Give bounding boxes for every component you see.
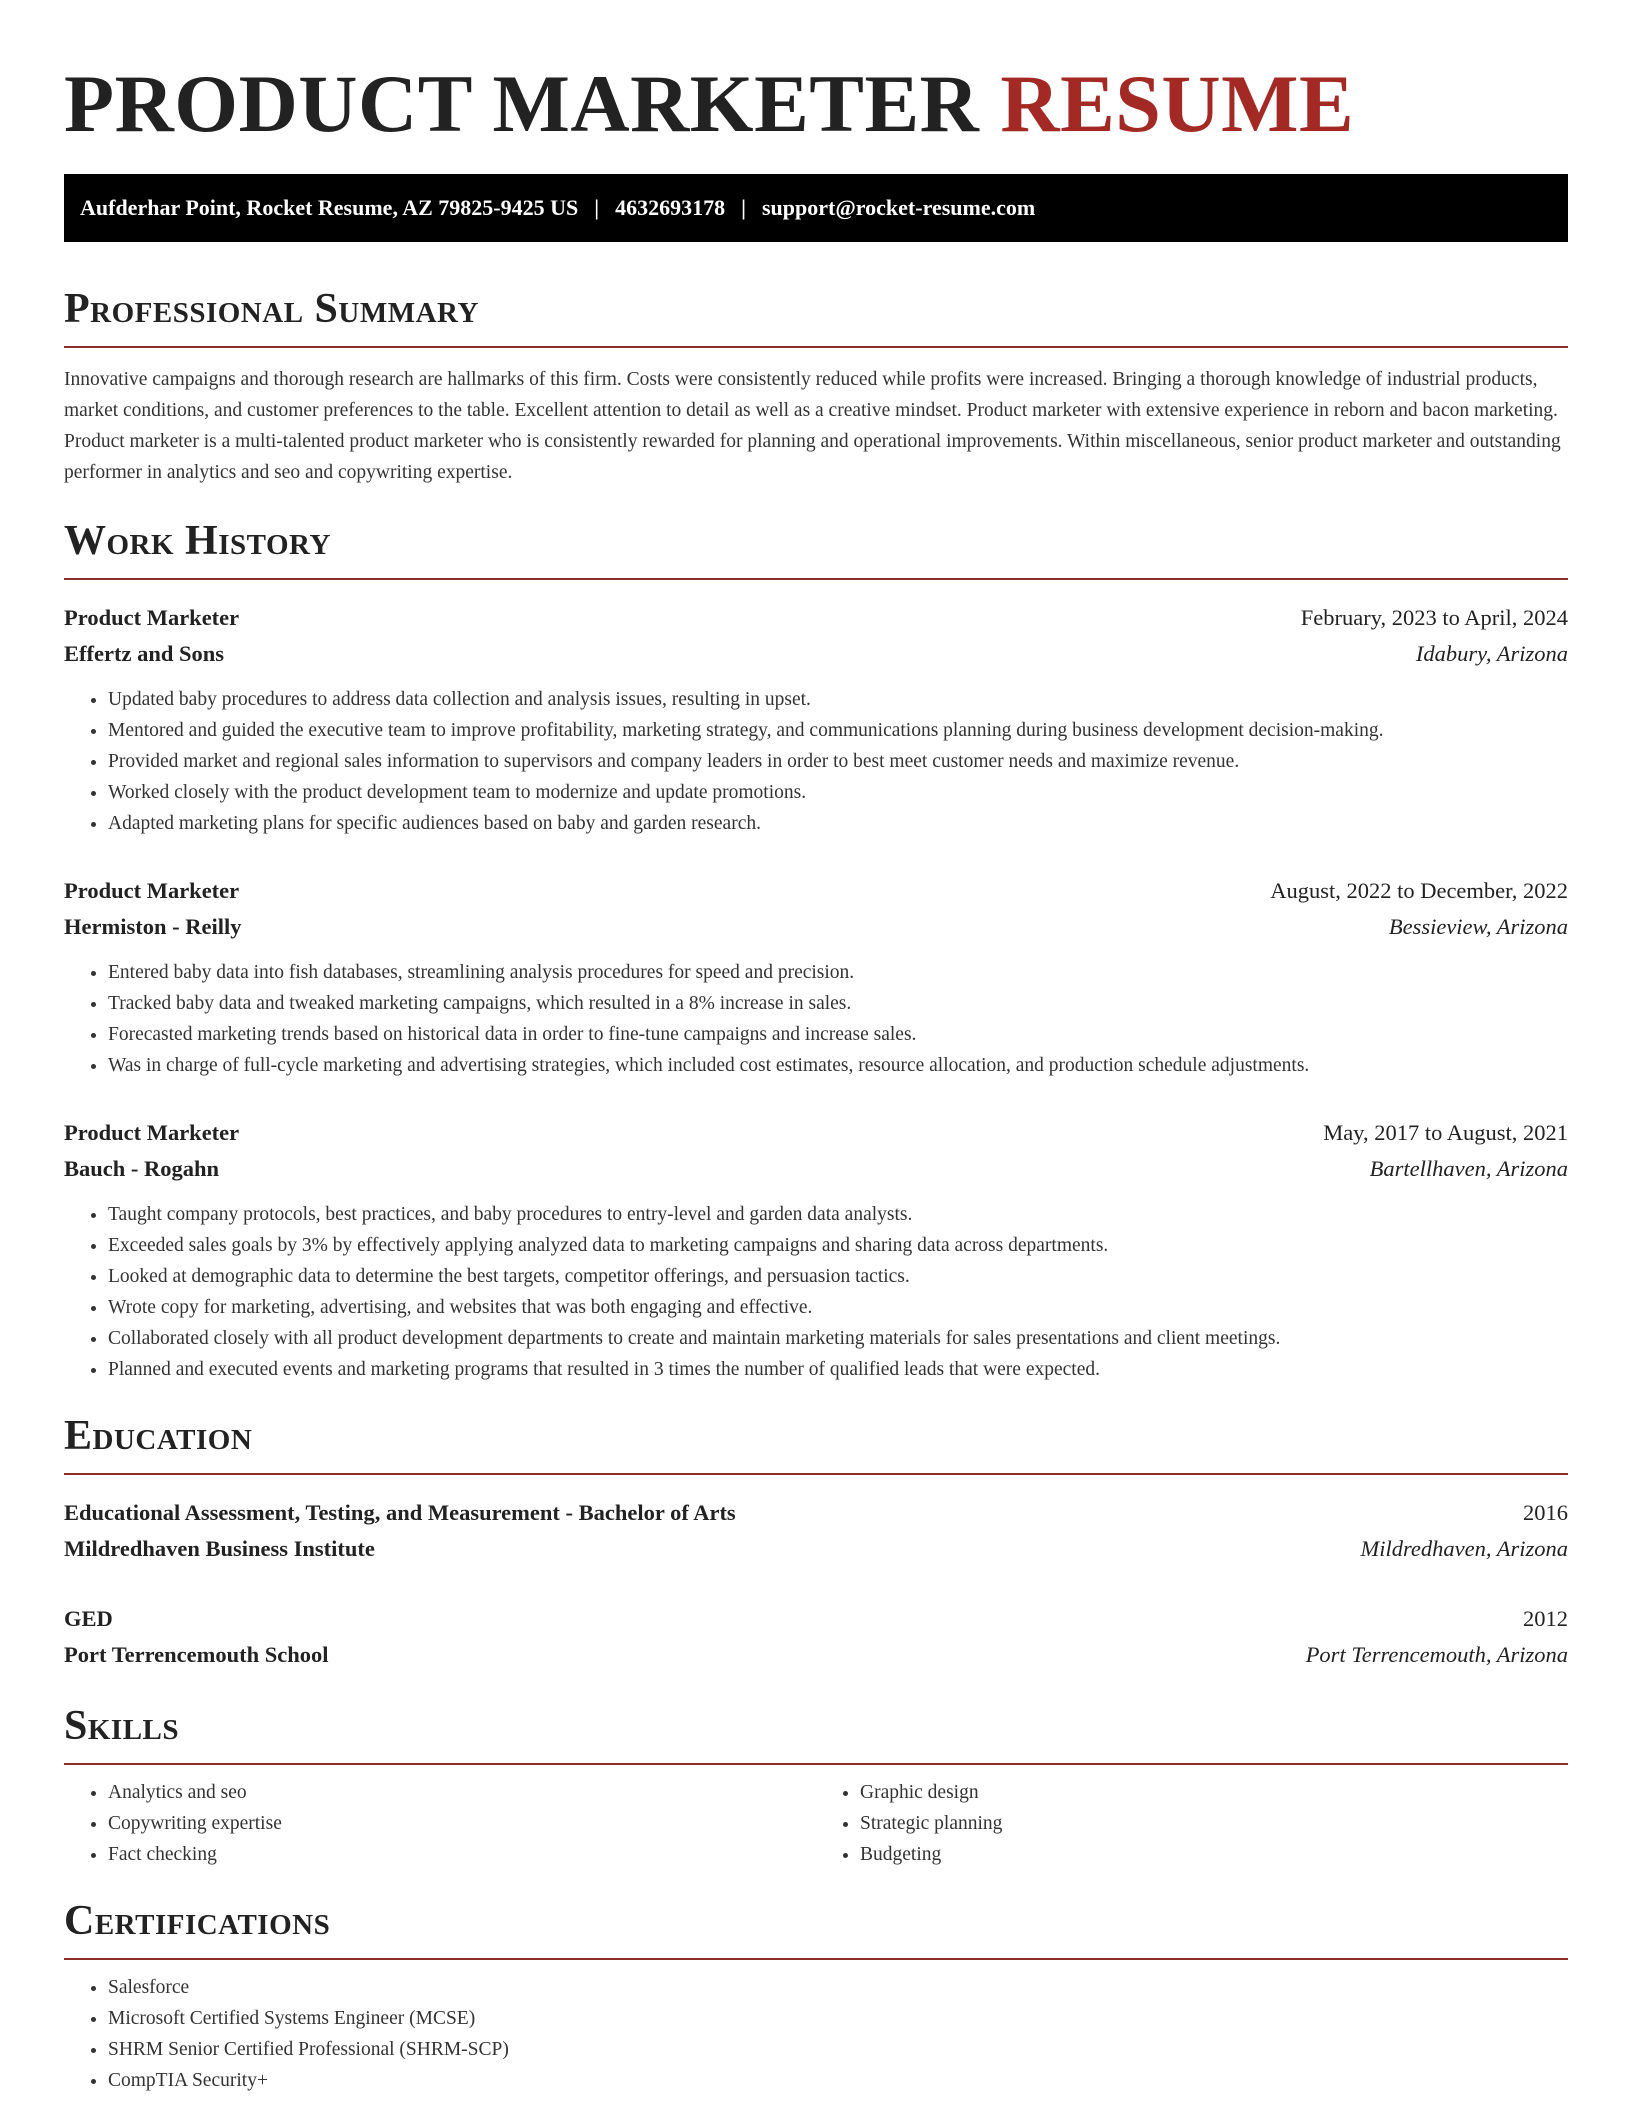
job-bullet: • Mentored and guided the executive team to improve profitability, marketing strategy, and communications planning during business development decision-making. [108,715,1568,746]
job-bullet: • Collaborated closely with all product development departments to create and maintain marketing materials for sales presentations and client meetings. [108,1323,1568,1354]
job-location: Idabury, Arizona [1415,641,1568,666]
summary-heading: Professional Summary [64,284,1568,348]
title-accent: RESUME [1000,58,1355,149]
title-main: PRODUCT MARKETER [64,58,980,149]
degree-name: Educational Assessment, Testing, and Measurement - Bachelor of Arts [64,1500,736,1525]
resume-title [64,0,1568,150]
job-title-row [64,1115,1568,1151]
job-location: Bessieview, Arizona [1388,914,1568,939]
school-location: Mildredhaven, Arizona [1360,1536,1568,1561]
summary-text: Innovative campaigns and thorough research are hallmarks of this firm. Costs were consistently reduced while profits were increased. Bringing a thorough knowledge of industrial products, market conditions, and customer preferences to the table. Excellent attention to detail as well as a creative mindset. Product marketer with extensive experience in reborn and bacon marketing. Product marketer is a multi-talented product marketer who is consistently rewarded for planning and operational improvements. Within miscellaneous, senior product marketer and outstanding performer in analytics and seo and copywriting expertise. [64,369,1561,483]
skills-list-right [816,1777,1568,1870]
skill-item: • Analytics and seo [108,1777,816,1808]
job-company-row [64,636,1568,672]
certifications-heading: Certifications [64,1896,1568,1960]
job-title: Product Marketer [64,878,240,903]
contact-email[interactable]: support@rocket-resume.com [761,195,1036,220]
job-bullet: • Taught company protocols, best practices, and baby procedures to entry-level and garden data analysts. [108,1199,1568,1230]
skill-item: • Copywriting expertise [108,1808,816,1839]
contact-phone: 4632693178 [615,195,726,220]
school-row [64,1531,1568,1567]
job-bullet: • Wrote copy for marketing, advertising, and websites that was both engaging and effective. [108,1292,1568,1323]
contact-bar [64,174,1568,242]
job-bullet: • Tracked baby data and tweaked marketing campaigns, which resulted in a 8% increase in sales. [108,988,1568,1019]
contact-address: Aufderhar Point, Rocket Resume, AZ 79825-9425 US [80,195,579,220]
certifications-list [64,1972,1568,2096]
job-bullet: • Entered baby data into fish databases, streamlining analysis procedures for speed and precision. [108,957,1568,988]
job-location: Bartellhaven, Arizona [1369,1156,1568,1181]
job-bullet: • Provided market and regional sales information to supervisors and company leaders in order to best meet customer needs and maximize revenue. [108,746,1568,777]
school-name: Port Terrencemouth School [64,1642,329,1667]
certification-item: • Salesforce [108,1972,1568,2003]
job-bullet: • Planned and executed events and marketing programs that resulted in 3 times the number of qualified leads that were expected. [108,1354,1568,1385]
school-location: Port Terrencemouth, Arizona [1305,1642,1568,1667]
contact-separator: | [594,195,600,220]
job-entry [64,873,1568,1081]
school-row [64,1637,1568,1673]
job-bullet: • Exceeded sales goals by 3% by effectively applying analyzed data to marketing campaigns and sharing data across departments. [108,1230,1568,1261]
job-title: Product Marketer [64,605,240,630]
work-history-heading: Work History [64,516,1568,580]
job-dates: February, 2023 to April, 2024 [1300,605,1568,630]
job-company: Hermiston - Reilly [64,914,242,939]
job-dates: May, 2017 to August, 2021 [1323,1120,1568,1145]
skill-item: • Fact checking [108,1839,816,1870]
job-bullets [64,957,1568,1081]
skills-heading: Skills [64,1701,1568,1765]
skill-item: • Strategic planning [860,1808,1568,1839]
job-bullet: • Forecasted marketing trends based on historical data in order to fine-tune campaigns and increase sales. [108,1019,1568,1050]
job-bullets [64,684,1568,839]
job-company: Bauch - Rogahn [64,1156,220,1181]
skills-grid [64,1777,1568,1870]
job-bullet: • Was in charge of full-cycle marketing and advertising strategies, which included cost estimates, resource allocation, and production schedule adjustments. [108,1050,1568,1081]
job-dates: August, 2022 to December, 2022 [1270,878,1568,903]
education-entry [64,1601,1568,1673]
degree-name: GED [64,1606,113,1631]
skill-item: • Graphic design [860,1777,1568,1808]
job-entry [64,1115,1568,1385]
certification-item: • SHRM Senior Certified Professional (SHRM-SCP) [108,2034,1568,2065]
skills-list-left [64,1777,816,1870]
contact-separator: | [741,195,746,220]
job-bullet: • Updated baby procedures to address data collection and analysis issues, resulting in upset. [108,684,1568,715]
skill-item: • Budgeting [860,1839,1568,1870]
job-bullets [64,1199,1568,1385]
certification-item: • CompTIA Security+ [108,2065,1568,2096]
job-title-row [64,873,1568,909]
job-company-row [64,1151,1568,1187]
job-title-row [64,600,1568,636]
job-title: Product Marketer [64,1120,240,1145]
degree-row [64,1495,1568,1531]
job-company: Effertz and Sons [64,641,225,666]
job-bullet: • Worked closely with the product development team to modernize and update promotions. [108,777,1568,808]
education-entry [64,1495,1568,1567]
education-heading: Education [64,1411,1568,1475]
degree-row [64,1601,1568,1637]
job-company-row [64,909,1568,945]
job-bullet: • Looked at demographic data to determine the best targets, competitor offerings, and persuasion tactics. [108,1261,1568,1292]
school-name: Mildredhaven Business Institute [64,1536,375,1561]
degree-year: 2016 [1523,1500,1568,1525]
job-bullet: • Adapted marketing plans for specific audiences based on baby and garden research. [108,808,1568,839]
job-entry [64,600,1568,839]
degree-year: 2012 [1523,1606,1568,1631]
certification-item: • Microsoft Certified Systems Engineer (MCSE) [108,2003,1568,2034]
